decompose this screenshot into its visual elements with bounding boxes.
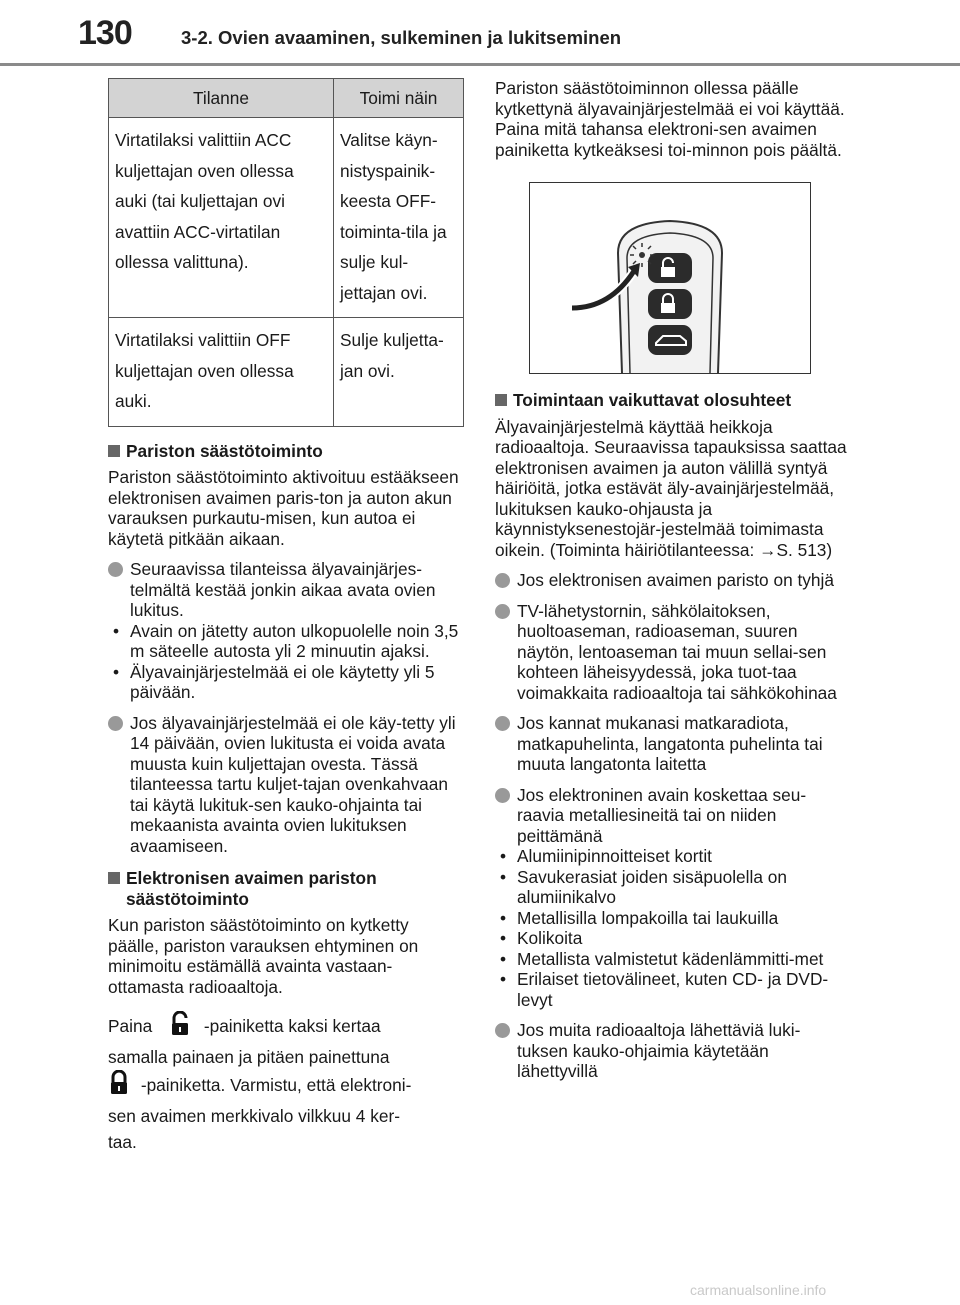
circle-bullet-icon bbox=[495, 604, 510, 619]
section-heading-text: Pariston säästötoiminto bbox=[126, 440, 323, 461]
page-number: 130 bbox=[78, 14, 132, 52]
sub-list-item-text: Metallisilla lompakoilla tai laukuilla bbox=[517, 907, 779, 928]
sub-list-item: • Alumiinipinnoitteiset kortit bbox=[500, 846, 712, 866]
instruction-text: taa. bbox=[108, 1132, 137, 1152]
table-header: Toimi näin bbox=[334, 79, 464, 118]
sub-list-item-text: Metallista valmistetut kädenlämmitti-met bbox=[517, 948, 824, 969]
unlock-icon bbox=[169, 1011, 191, 1044]
list-item bbox=[495, 1020, 850, 1082]
right-column bbox=[495, 78, 850, 1082]
instruction-text: -painiketta kaksi kertaa bbox=[203, 1016, 381, 1037]
list-item-text: Jos elektroninen avain koskettaa seu-raavia metalliesineitä tai on niiden peittämänä bbox=[517, 784, 807, 846]
header-rule bbox=[0, 63, 960, 66]
arrow-right-icon: → bbox=[759, 539, 777, 560]
section-heading bbox=[495, 390, 850, 411]
section-heading-text: Elektronisen avaimen pariston säästötoiminto bbox=[126, 868, 377, 909]
list-item bbox=[495, 713, 850, 775]
instruction-text: Paina bbox=[108, 1016, 153, 1037]
square-bullet-icon bbox=[108, 872, 120, 884]
sub-list-item-text: Erilaiset tietovälineet, kuten CD- ja DVD-levyt bbox=[517, 969, 829, 1010]
instruction-text: sen avaimen merkkivalo vilkkuu 4 ker- bbox=[108, 1106, 400, 1126]
instruction-paragraph bbox=[108, 1011, 464, 1155]
list-item bbox=[495, 570, 850, 591]
square-bullet-icon bbox=[495, 394, 507, 406]
sub-list-item: • Metallista valmistetut kädenlämmitti-met bbox=[500, 948, 824, 969]
sub-list-item-text: Alumiinipinnoitteiset kortit bbox=[517, 846, 712, 866]
instruction-text: samalla painaen ja pitäen painettuna bbox=[108, 1047, 390, 1067]
paragraph: Pariston säästötoiminnon ollessa päälle kytkettynä älyavainjärjestelmää ei voi käyttää. Paina mitä tahansa elektroni-sen avaimen painiketta kytkeäksesi toi-minnon pois päältä. bbox=[495, 78, 845, 160]
chapter-title: 3-2. Ovien avaaminen, sulkeminen ja lukitseminen bbox=[181, 27, 622, 48]
table-row bbox=[109, 118, 464, 318]
key-fob-drawing bbox=[530, 183, 810, 373]
list-item bbox=[495, 601, 850, 704]
sub-list-item: • Avain on jätetty auton ulkopuolelle noin 3,5 m säteelle autosta yli 2 minuutin ajaksi. bbox=[108, 621, 464, 662]
circle-bullet-icon bbox=[495, 788, 510, 803]
sub-list-item-text: Älyavainjärjestelmää ei ole käytetty yli 5 päivään. bbox=[130, 661, 435, 702]
instruction-text: -painiketta. Varmistu, että elektroni- bbox=[140, 1075, 412, 1096]
situation-table bbox=[108, 78, 464, 427]
list-item-text: Jos kannat mukanasi matkaradiota, matkapuhelinta, langatonta puhelinta tai muuta langatonta laitetta bbox=[517, 713, 823, 774]
list-item bbox=[495, 785, 850, 847]
circle-bullet-icon bbox=[495, 573, 510, 588]
section-heading bbox=[108, 441, 464, 462]
table-row bbox=[109, 318, 464, 427]
watermark[interactable]: carmanualsonline.info bbox=[690, 1282, 827, 1298]
list-item-text: Jos elektronisen avaimen paristo on tyhjä bbox=[517, 570, 834, 590]
paragraph bbox=[495, 417, 850, 561]
list-item-text: Seuraavissa tilanteissa älyavainjärjes-telmältä kestää jonkin aikaa avata ovien lukitus. bbox=[130, 559, 436, 620]
circle-bullet-icon bbox=[495, 1023, 510, 1038]
list-item-text: Jos muita radioaaltoja lähettäviä luki-tuksen kauko-ohjaimia käytetään lähettyvillä bbox=[517, 1020, 801, 1081]
page-reference: S. 513) bbox=[776, 539, 833, 560]
list-item-text: Jos älyavainjärjestelmää ei ole käy-tetty yli 14 päivään, ovien lukitusta ei voida avata muusta kuin kuljettajan ovesta. Tässä tilanteessa tartu kuljet-tajan ovenkahvaan tai käytä lukituk-sen kauko-ohjainta tai mekaanista avainta ovien lukituksen avaamiseen. bbox=[130, 712, 456, 856]
sub-list-item-text: Avain on jätetty auton ulkopuolelle noin 3,5 m säteelle autosta yli 2 minuutin ajaksi. bbox=[130, 620, 459, 661]
circle-bullet-icon bbox=[495, 716, 510, 731]
sub-list-item: • Älyavainjärjestelmää ei ole käytetty yli 5 päivään. bbox=[108, 662, 464, 703]
sub-list-item-text: Kolikoita bbox=[517, 928, 583, 948]
circle-bullet-icon bbox=[108, 562, 123, 577]
key-fob-illustration bbox=[529, 182, 811, 374]
sub-list-item: • Kolikoita bbox=[500, 928, 583, 948]
list-item bbox=[108, 713, 464, 857]
circle-bullet-icon bbox=[108, 716, 123, 731]
paragraph: Pariston säästötoiminto aktivoituu estääkseen elektronisen avaimen paris-ton ja auton akun varauksen purkautu-misen, kun autoa ei käytetä pitkään aikaan. bbox=[108, 467, 459, 549]
table-cell: Virtatilaksi valittiin OFF kuljettajan oven ollessa auki. bbox=[109, 318, 334, 427]
table-cell: Sulje kuljetta-jan ovi. bbox=[334, 318, 464, 427]
list-item-text: TV-lähetystornin, sähkölaitoksen, huoltoaseman, radioaseman, suuren näytön, lentoaseman tai muun sellai-sen kohteen läheisyydessä, joka tuot-taa voimakkaita radioaaltoja tai sähkökohinaa bbox=[517, 600, 837, 703]
table-cell: Virtatilaksi valittiin ACC kuljettajan oven ollessa auki (tai kuljettajan ovi avattiin ACC-virtatilan ollessa valittuna). bbox=[109, 118, 334, 318]
sub-list-item-text: Savukerasiat joiden sisäpuolella on alumiinikalvo bbox=[517, 866, 787, 907]
table-header: Tilanne bbox=[109, 79, 334, 118]
paragraph: Kun pariston säästötoiminto on kytketty päälle, pariston varauksen ehtyminen on minimoitu estämällä avainta vastaan-ottamasta radioaaltoja. bbox=[108, 915, 419, 997]
paragraph-text: Älyavainjärjestelmä käyttää heikkoja radioaaltoja. Seuraavissa tapauksissa saattaa elektronisen avaimen ja auton välillä syntyä häiriöitä, jotka estävät äly-avainjärjestelmää, lukituksen kauko-ohjausta ja käynnistyksenestojär-jestelmää toimimasta oikein. (Toiminta häiriötilanteessa: bbox=[495, 416, 847, 560]
page-header bbox=[0, 0, 960, 70]
section-heading-text: Toimintaan vaikuttavat olosuhteet bbox=[513, 390, 792, 410]
table-cell: Valitse käyn-nistyspainik-keesta OFF-toiminta-tila ja sulje kul-jettajan ovi. bbox=[334, 118, 464, 318]
left-column bbox=[108, 78, 464, 1155]
list-item bbox=[108, 559, 464, 621]
square-bullet-icon bbox=[108, 445, 120, 457]
sub-list-item: • Savukerasiat joiden sisäpuolella on alumiinikalvo bbox=[495, 867, 850, 908]
sub-list-item: • Erilaiset tietovälineet, kuten CD- ja DVD-levyt bbox=[495, 969, 850, 1010]
table-header-row bbox=[109, 79, 464, 118]
lock-icon bbox=[108, 1070, 130, 1103]
sub-list-item: • Metallisilla lompakoilla tai laukuilla bbox=[500, 907, 779, 928]
section-heading bbox=[108, 868, 464, 909]
